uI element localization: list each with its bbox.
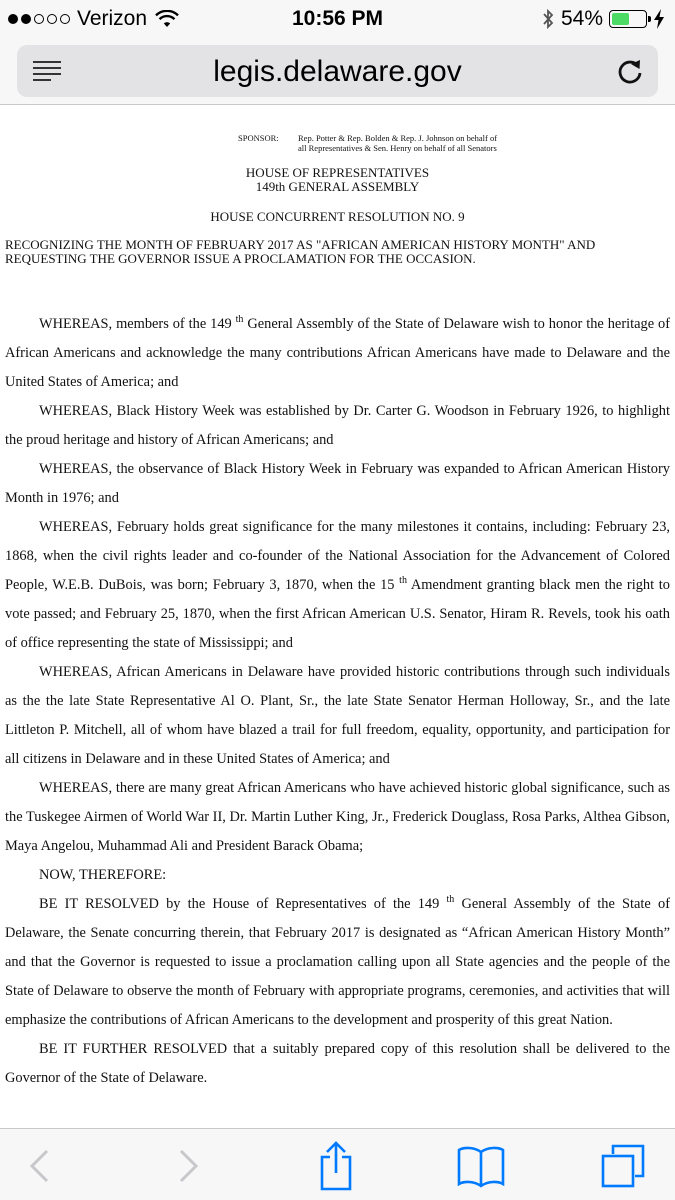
document-page xyxy=(0,105,675,1128)
tabs-icon[interactable] xyxy=(599,1142,647,1190)
status-time: 10:56 PM xyxy=(291,7,384,30)
assembly-name: 149th GENERAL ASSEMBLY xyxy=(255,179,420,194)
chamber-heading xyxy=(0,166,675,194)
paragraph-whereas-2: WHEREAS, Black History Week was established by Dr. Carter G. Woodson in February 1926, to highlight the proud heritage and history of African Americans; and xyxy=(5,403,670,448)
charging-bolt-icon xyxy=(653,9,665,29)
resolution-title: RECOGNIZING THE MONTH OF FEBRUARY 2017 AS "AFRICAN AMERICAN HISTORY MONTH" AND REQUESTING THE GOVERNOR ISSUE A PROCLAMATION FOR THE OCCASION. xyxy=(5,237,596,266)
paragraph-whereas-6: WHEREAS, there are many great African Americans who have achieved historic global significance, such as the Tuskegee Airmen of World War II, Dr. Martin Luther King, Jr., Frederick Douglass, Rosa Parks, Althea Gibson, Maya Angelou, Muhammad Ali and President Barack Obama; xyxy=(5,780,670,854)
url-text[interactable]: legis.delaware.gov xyxy=(213,55,462,88)
paragraph-whereas-4: WHEREAS, February holds great significance for the many milestones it contains, including: February 23, 1868, when the civil rights leader and co-founder of the National Association for the Advancement of Colored People, W.E.B. DuBois, was born; February 3, 1870, when the 15 $^{th}$ Amendment granting black men the right to vote passed; and February 25, 1870, when the first African American U.S. Senator, Hiram R. Revels, took his oath of office representing the state of Mississippi; and xyxy=(5,519,670,651)
paragraph-whereas-1: WHEREAS, members of the 149 $^{th}$ General Assembly of the State of Delaware wish to honor the heritage of African Americans and acknowledge the many contributions African Americans have made to Delaware and the United States of America; and xyxy=(5,314,670,390)
forward-button[interactable] xyxy=(164,1141,214,1191)
sponsor-text xyxy=(298,133,558,153)
forward-icon[interactable] xyxy=(177,1148,201,1184)
paragraph-now-therefore: NOW, THEREFORE: xyxy=(39,867,167,883)
paragraph-further-resolved: BE IT FURTHER RESOLVED that a suitably prepared copy of this resolution shall be delivered to the Governor of the State of Delaware. xyxy=(5,1041,670,1086)
address-bar[interactable] xyxy=(17,45,658,97)
share-icon[interactable] xyxy=(316,1141,356,1191)
bookmarks-icon[interactable] xyxy=(456,1144,506,1188)
sponsor-text-line-2: all Representatives & Sen. Henry on behalf of all Senators xyxy=(298,143,497,153)
resolution-number: HOUSE CONCURRENT RESOLUTION NO. 9 xyxy=(210,209,465,224)
share-button[interactable] xyxy=(311,1141,361,1191)
sponsor-label: SPONSOR: xyxy=(238,133,279,143)
status-bar xyxy=(0,0,675,38)
tabs-button[interactable] xyxy=(598,1141,648,1191)
bookmarks-button[interactable] xyxy=(456,1141,506,1191)
battery-level-fill xyxy=(612,13,629,25)
back-icon[interactable] xyxy=(27,1148,51,1184)
back-button[interactable] xyxy=(14,1141,64,1191)
battery-percent: 54% xyxy=(560,7,603,30)
resolution-body xyxy=(5,310,670,1093)
paragraph-whereas-5: WHEREAS, African Americans in Delaware have provided historic contributions through such individuals as the the late State Representative Al O. Plant, Sr., the late State Senator Herman Holloway, Sr., and the late Littleton P. Mitchell, all of whom have blazed a trail for full freedom, equality, opportunity, and participation for all citizens in Delaware and in these United States of America; and xyxy=(5,664,670,767)
browser-bottom-toolbar xyxy=(0,1128,675,1200)
carrier-name: Verizon xyxy=(77,7,148,30)
sponsor-text-line-1: Rep. Potter & Rep. Bolden & Rep. J. Johnson on behalf of xyxy=(298,133,498,143)
chamber-name: HOUSE OF REPRESENTATIVES xyxy=(245,165,430,180)
paragraph-resolved: BE IT RESOLVED by the House of Representatives of the 149 $^{th}$ General Assembly of the State of Delaware, the Senate concurring therein, that February 2017 is designated as “African American History Month” and that the Governor is requested to issue a proclamation calling upon all State agencies and the people of the State of Delaware to observe the month of February with appropriate programs, ceremonies, and activities that will emphasize the contributions of African Americans to the development and prosperity of this great Nation. xyxy=(5,894,670,1028)
browser-top-bar xyxy=(0,38,675,105)
bluetooth-icon xyxy=(541,8,555,30)
paragraph-whereas-3: WHEREAS, the observance of Black History Week in February was expanded to African American History Month in 1976; and xyxy=(5,461,670,506)
status-right xyxy=(541,7,665,31)
reload-icon[interactable] xyxy=(616,57,644,85)
battery-icon xyxy=(609,10,647,28)
